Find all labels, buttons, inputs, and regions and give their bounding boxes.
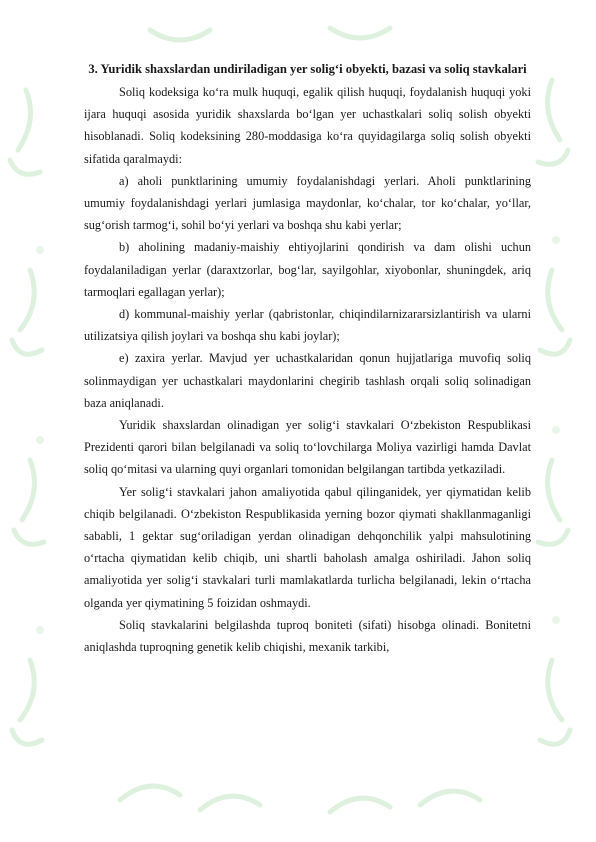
paragraph: Soliq kodeksiga ko‘ra mulk huquqi, egalik qilish huquqi, foydalanish huquqi yoki ijara huquqi asosida yuridik shaxslarda bo‘lgan yer uchastkalari soliq solish obyekti hisoblanadi. Soliq kodeksining 280-moddasiga ko‘ra quyidagilarga soliq solish obyekti sifatida qaralmaydi: xyxy=(84,85,531,166)
paragraph: d) kommunal-maishiy yerlar (qabristonlar, chiqindilarnizararsizlantirish va ularni utilizatsiya qilish joylari va boshqa shu kabi joylar); xyxy=(84,307,531,344)
paragraph: a) aholi punktlarining umumiy foydalanishdagi yerlari. Aholi punktlarining umumiy foydalanishdagi yerlari jumlasiga maydonlar, ko‘chalar, tor ko‘chalar, yo‘llar, sug‘orish tarmog‘i, sohil bo‘yi yerlari va boshqa shu kabi yerlar; xyxy=(84,173,531,233)
paragraph: e) zaxira yerlar. Mavjud yer uchastkalaridan qonun hujjatlariga muvofiq soliq solinmaydigan yer uchastkalari maydonlarini chegirib tashlash orqali soliq solinadigan baza aniqlanadi. xyxy=(84,351,531,410)
section-heading: 3. Yuridik shaxslardan undiriladigan yer solig‘i obyekti, bazasi va soliq stavkalari xyxy=(88,62,527,76)
paragraph: Yer solig‘i stavkalari jahon amaliyotida qabul qilinganidek, yer qiymatidan kelib chiqib belgilanadi. O‘zbekiston Respublikasida yerning bozor qiymati shakllanmaganligi sababli, 1 gektar sug‘oriladigan yerdan olinadigan dehqonchilik yalpi mahsulotining o‘rtacha qiymatidan kelib chiqib, uni shartli baholash amalga oshiriladi. Jahon soliq amaliyotida yer solig‘i stavkalari turli mamlakatlarda turlicha belgilanadi, lekin o‘rtacha olganda yer qiymatining 5 foizidan oshmaydi. xyxy=(84,484,531,610)
paragraph: Yuridik shaxslardan olinadigan yer solig‘i stavkalari O‘zbekiston Respublikasi Prezidenti qarori bilan belgilanadi va soliq to‘lovchilarga Moliya vazirligi hamda Davlat soliq qo‘mitasi va ularning quyi organlari tomonidan belgilangan tartibda yetkaziladi. xyxy=(84,418,531,477)
paragraph: b) aholining madaniy-maishiy ehtiyojlarini qondirish va dam olishi uchun foydalaniladigan yerlar (daraxtzorlar, bog‘lar, sayilgohlar, xiyobonlar, shuningdek, ariq tarmoqlari egallagan yerlar); xyxy=(84,240,531,299)
document-page xyxy=(84,58,531,658)
paragraph: Soliq stavkalarini belgilashda tuproq boniteti (sifati) hisobga olinadi. Bonitetni aniqlashda tuproqning genetik kelib chiqishi, mexanik tarkibi, xyxy=(84,617,531,655)
